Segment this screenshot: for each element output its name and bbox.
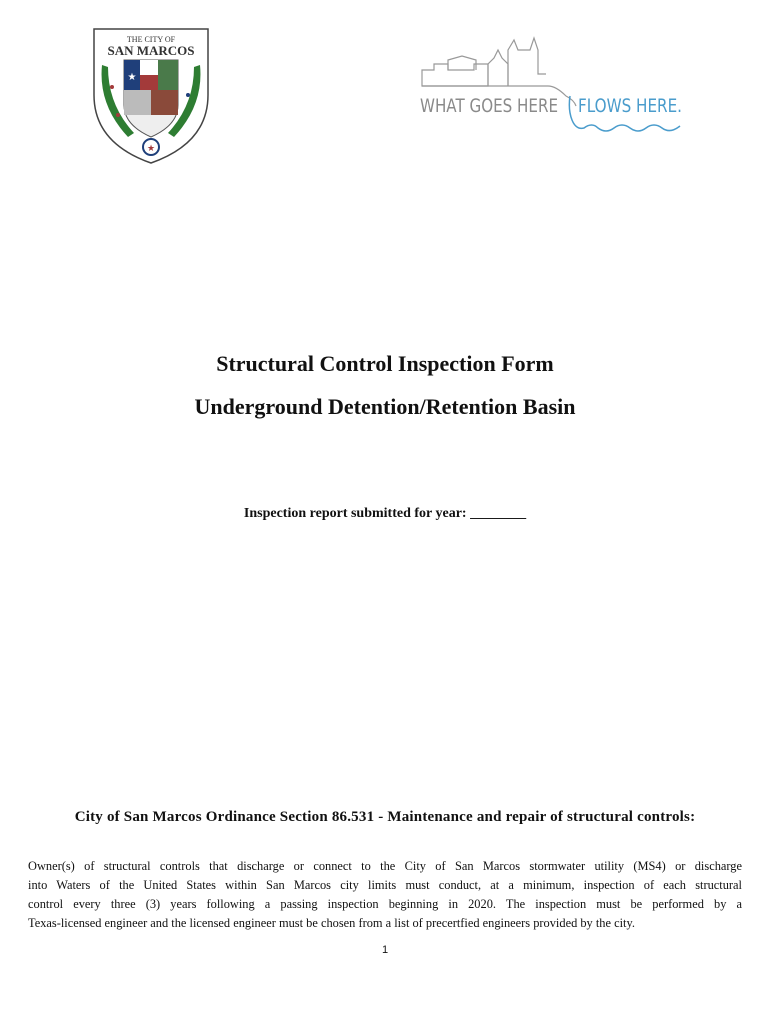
page-number: 1 — [381, 944, 389, 956]
city-of-san-marcos-seal-logo — [88, 25, 214, 165]
svg-text:★: ★ — [127, 72, 137, 83]
what-goes-here-flows-here-logo — [418, 30, 686, 138]
ordinance-body-line: control every three (3) years following a passing inspection beginning in 2020. The inspection must be performed by a — [28, 897, 742, 911]
seal-text-top: THE CITY OF — [126, 35, 176, 44]
slogan-what-goes-here: WHAT GOES HERE — [420, 95, 558, 117]
svg-text:★: ★ — [146, 143, 156, 153]
slogan-flows-here: FLOWS HERE. — [578, 95, 682, 117]
ordinance-body-line: Owner(s) of structural controls that discharge or connect to the City of San Marcos stormwater utility (MS4) or discharge — [28, 859, 742, 873]
inspection-year-field[interactable]: Inspection report submitted for year: ________ — [243, 506, 527, 521]
ordinance-body-line: into Waters of the United States within San Marcos city limits must conduct, at a minimum, inspection of each structural — [28, 878, 742, 892]
ordinance-body — [28, 857, 742, 933]
form-subtitle: Underground Detention/Retention Basin — [194, 394, 576, 419]
seal-text-main: SAN MARCOS — [107, 43, 195, 58]
ordinance-heading: City of San Marcos Ordinance Section 86.531 - Maintenance and repair of structural controls: — [74, 809, 696, 825]
ordinance-body-line: Texas-licensed engineer and the licensed engineer must be chosen from a list of precertfied engineers provided by the city. — [28, 916, 635, 930]
form-title: Structural Control Inspection Form — [216, 351, 554, 376]
